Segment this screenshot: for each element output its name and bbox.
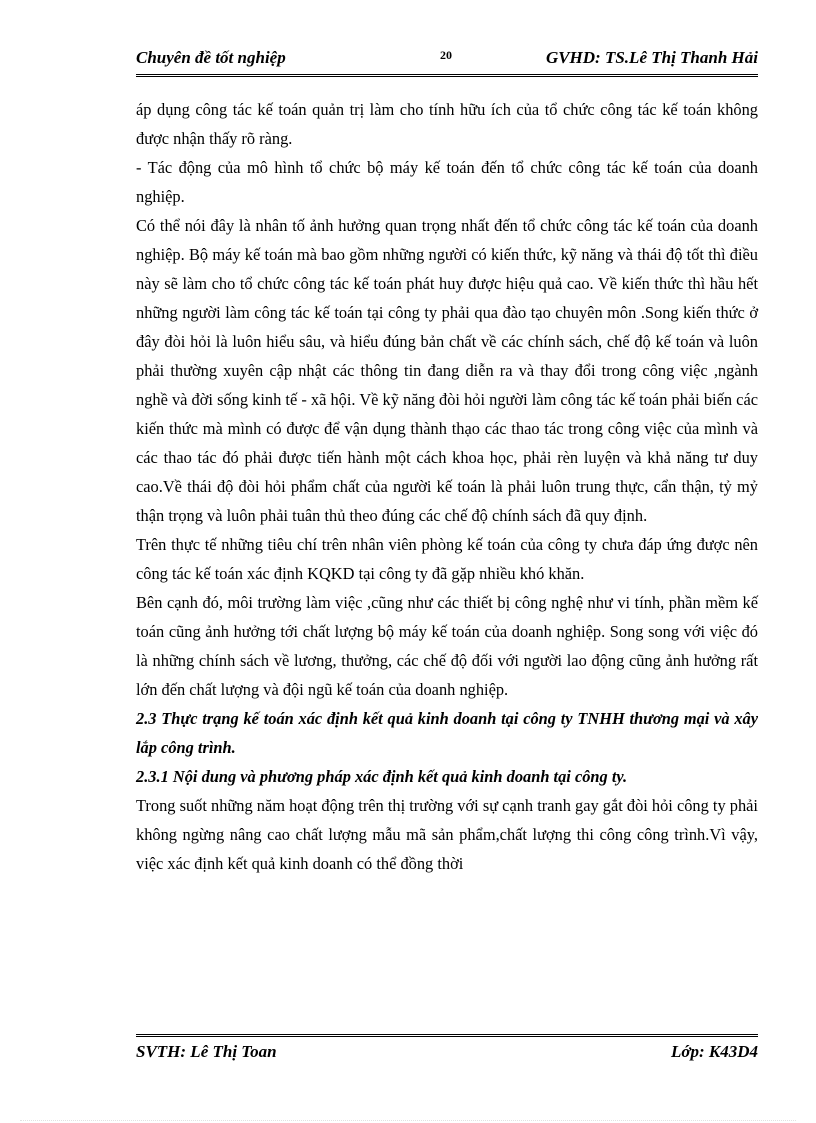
paragraph-3: Có thể nói đây là nhân tố ảnh hưởng quan trọng nhất đến tổ chức công tác kế toán của doanh nghiệp. Bộ máy kế toán mà bao gồm những người có kiến thức, kỹ năng và thái độ tốt thì điều này sẽ làm cho tổ chức công tác kế toán phát huy được hiệu quả cao. Về kiến thức thì hầu hết những người làm công tác kế toán tại công ty phải qua đào tạo chuyên môn .Song kiến thức ở đây đòi hỏi là luôn hiểu sâu, và hiểu đúng bản chất về các chính sách, chế độ kế toán và luôn phải thường xuyên cập nhật các thông tin đang diễn ra và thay đổi trong công việc ,ngành nghề và đời sống kinh tế - xã hội. Về kỹ năng đòi hỏi người làm công tác kế toán phải biến các kiến thức mà mình có được để vận dụng thành thạo các thao tác trong công việc của mình và các thao tác đó phải được tiến hành một cách khoa học, phải rèn luyện và khả năng tư duy cao.Về thái độ đòi hỏi phẩm chất của người kế toán là phải luôn trung thực, cẩn thận, tỷ mỷ thận trọng và luôn phải tuân thủ theo đúng các chế độ chính sách đã quy định. [136,216,758,525]
header-supervisor: GVHD: TS.Lê Thị Thanh Hải [545,48,758,67]
paragraph-1: áp dụng công tác kế toán quản trị làm cho tính hữu ích của tổ chức công tác kế toán không được nhận thấy rõ ràng. [136,100,758,148]
page-number: 20 [440,48,452,62]
section-heading-2-3: 2.3 Thực trạng kế toán xác định kết quả kinh doanh tại công ty TNHH thương mại và xây lắp công trình. [136,709,758,757]
page-footer [136,1034,758,1065]
footer-class: Lớp: K43D4 [670,1042,758,1061]
paragraph-4: Trên thực tế những tiêu chí trên nhân viên phòng kế toán của công ty chưa đáp ứng được nên công tác kế toán xác định KQKD tại công ty đã gặp nhiều khó khăn. [136,535,758,583]
document-body [136,95,758,878]
paragraph-5: Bên cạnh đó, môi trường làm việc ,cũng như các thiết bị công nghệ như vi tính, phần mềm kế toán cũng ảnh hưởng tới chất lượng bộ máy kế toán của doanh nghiệp. Song song với việc đó là những chính sách về lương, thưởng, các chế độ đối với người lao động cũng ảnh hưởng rất lớn đến chất lượng và đội ngũ kế toán của doanh nghiệp. [136,593,758,699]
paragraph-2: - Tác động của mô hình tổ chức bộ máy kế toán đến tổ chức công tác kế toán của doanh nghiệp. [136,158,758,206]
page-header [136,46,758,77]
paragraph-6: Trong suốt những năm hoạt động trên thị trường với sự cạnh tranh gay gắt đòi hỏi công ty phải không ngừng nâng cao chất lượng mẫu mã sản phẩm,chất lượng thi công công trình.Vì vậy, việc xác định kết quả kinh doanh có thể đồng thời [136,796,758,873]
page-edge-divider [20,1120,796,1121]
footer-student: SVTH: Lê Thị Toan [136,1042,277,1061]
section-heading-2-3-1: 2.3.1 Nội dung và phương pháp xác định kết quả kinh doanh tại công ty. [136,767,628,786]
header-title: Chuyên đề tốt nghiệp [136,48,286,67]
